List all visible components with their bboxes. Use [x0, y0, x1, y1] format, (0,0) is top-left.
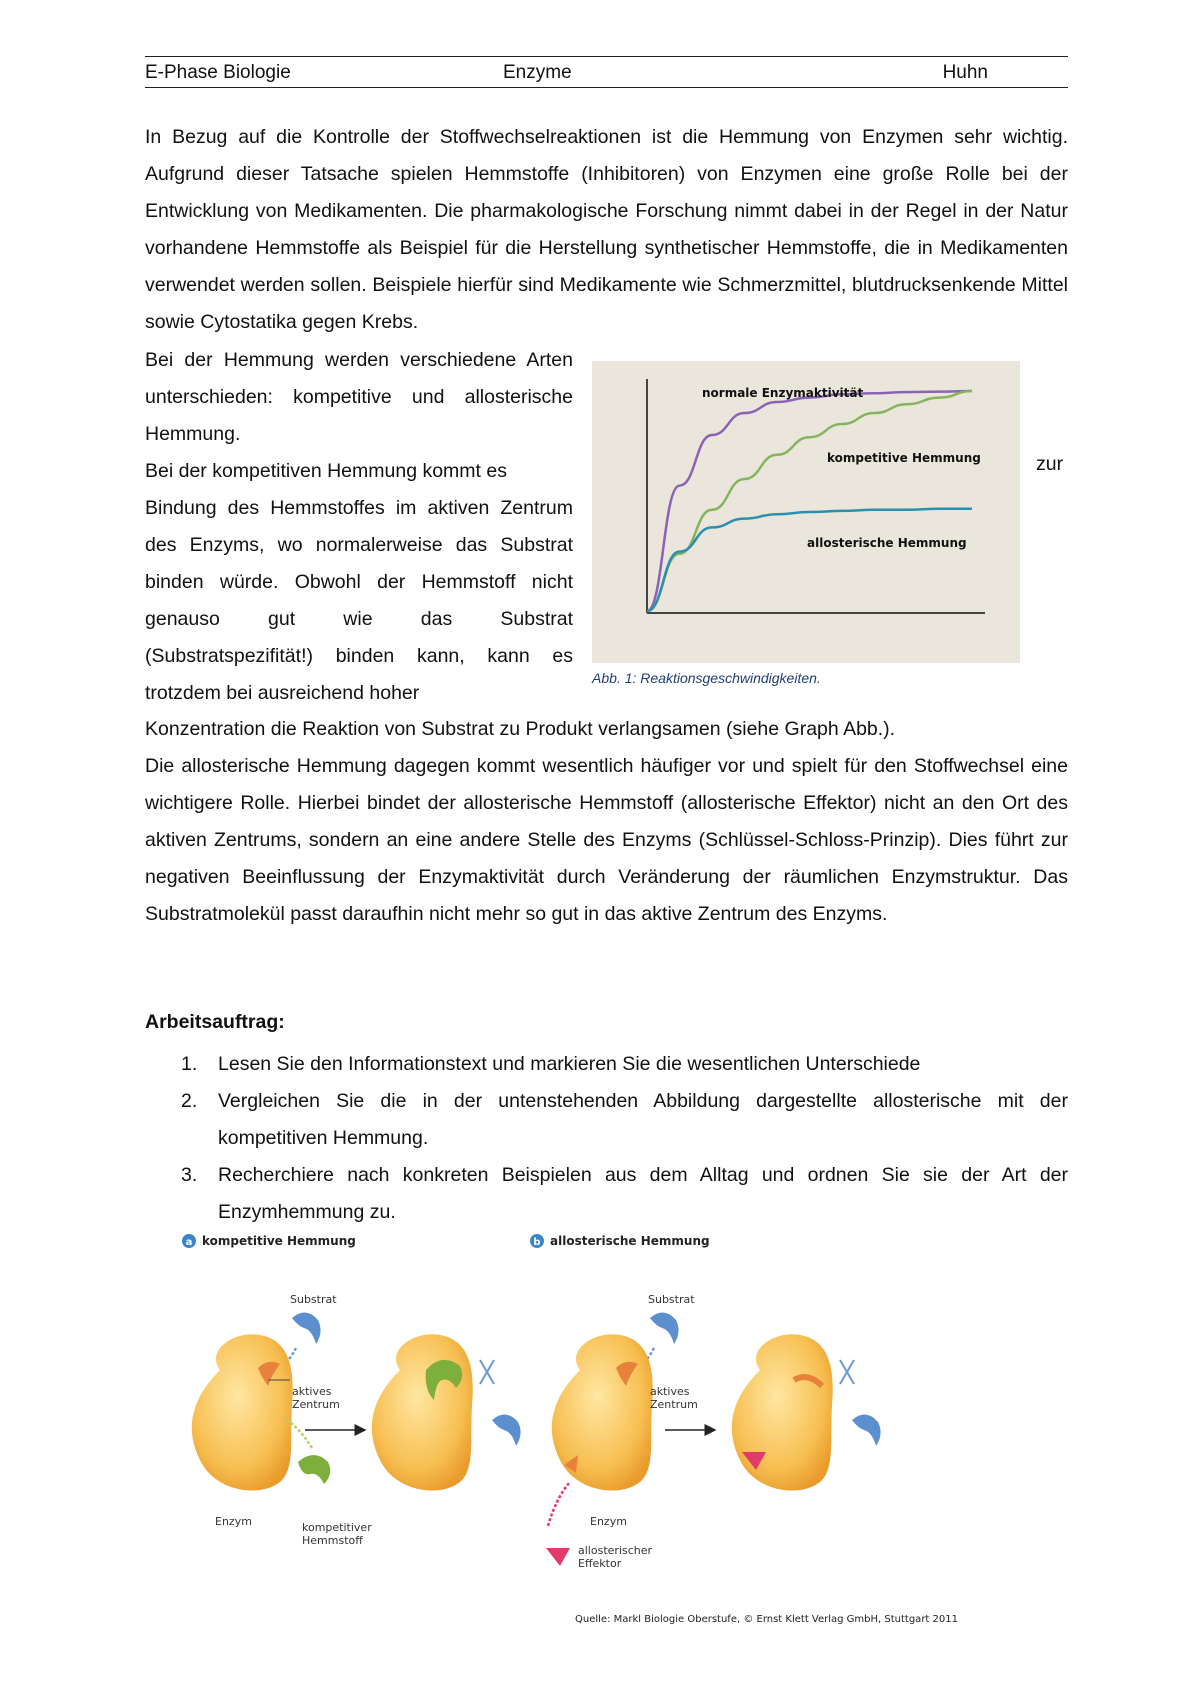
header-topic: Enzyme	[503, 62, 572, 83]
task-item	[145, 1157, 1068, 1231]
label-substrat-a: Substrat	[290, 1293, 337, 1306]
label-enzym-a: Enzym	[215, 1515, 252, 1528]
substrate-icon	[292, 1312, 321, 1344]
enzyme-icon	[192, 1334, 293, 1490]
figure-svg	[180, 1230, 1010, 1640]
task-text: Vergleichen Sie die in der untenstehenden Abbildung dargestellte allosterische mit der kompetitiven Hemmung.	[218, 1090, 1068, 1149]
continuation-paragraph: Konzentration die Reaktion von Substrat zu Produkt verlangsamen (siehe Graph Abb.).	[145, 718, 896, 740]
effector-arrow-icon	[548, 1482, 570, 1526]
inhibitor-icon	[298, 1455, 330, 1484]
label-effektor: Effektor	[578, 1557, 622, 1570]
wrapped-word: zur	[1036, 453, 1064, 475]
badge-b: b	[533, 1237, 541, 1248]
competitive-paragraph-body: Bindung des Hemmstoffes im aktiven Zentrum des Enzyms, wo normalerweise das Substrat binden würde. Obwohl der Hemmstoff nicht genauso gut wie das Substrat (Substratspezifität!) binden kann, kann es trotzdem bei ausreichend hoher	[145, 497, 573, 704]
task-number: 3.	[181, 1164, 198, 1186]
task-list	[145, 1046, 1068, 1231]
blocked-icon	[480, 1360, 494, 1384]
label-aktives-a: aktives	[292, 1385, 332, 1398]
header-author: Huhn	[942, 62, 988, 83]
label-kompetitiver: kompetitiver	[302, 1521, 372, 1534]
series-line-0	[647, 391, 972, 611]
task-number: 1.	[181, 1053, 198, 1075]
task-text: Lesen Sie den Informationstext und markieren Sie die wesentlichen Unterschiede	[218, 1053, 921, 1075]
figure-source: Quelle: Markl Biologie Oberstufe, © Ernst Klett Verlag GmbH, Stuttgart 2011	[575, 1614, 958, 1625]
task-text: Recherchiere nach konkreten Beispielen aus dem Alltag und ordnen Sie sie der Art der Enzymhemmung zu.	[218, 1164, 1068, 1223]
legend-allosteric: allosterische Hemmung	[807, 536, 967, 550]
enzyme-b-deformed-icon	[732, 1334, 833, 1490]
panel-a-title: kompetitive Hemmung	[202, 1234, 356, 1248]
blocked-b-icon	[840, 1360, 854, 1384]
reaction-rate-chart	[592, 361, 1020, 663]
task-item	[145, 1083, 1068, 1157]
task-title: Arbeitsauftrag:	[145, 1011, 285, 1033]
badge-a: a	[185, 1237, 193, 1248]
label-zentrum-a: Zentrum	[292, 1398, 340, 1411]
chart-svg	[592, 361, 1020, 663]
label-hemmstoff: Hemmstoff	[302, 1534, 363, 1547]
left-column-text	[145, 342, 573, 712]
panel-b-title: allosterische Hemmung	[550, 1234, 710, 1248]
enzyme-b-icon	[552, 1334, 653, 1490]
label-aktives-b: aktives	[650, 1385, 690, 1398]
substrate-b-rejected-icon	[852, 1414, 881, 1446]
series-line-1	[647, 391, 972, 611]
task-item	[145, 1046, 1068, 1083]
legend-normal: normale Enzymaktivität	[702, 386, 864, 400]
effector-icon	[546, 1548, 570, 1566]
label-allosterischer: allosterischer	[578, 1544, 653, 1557]
substrate-rejected-icon	[492, 1414, 521, 1446]
label-enzym-b: Enzym	[590, 1515, 627, 1528]
types-paragraph: Bei der Hemmung werden verschiedene Arten unterschieden: kompetitive und allosterische Hemmung.	[145, 349, 573, 445]
substrate-b-icon	[650, 1312, 679, 1344]
task-number: 2.	[181, 1090, 198, 1112]
page-header	[145, 56, 1068, 88]
label-zentrum-b: Zentrum	[650, 1398, 698, 1411]
legend-competitive: kompetitive Hemmung	[827, 451, 981, 465]
header-subject: E-Phase Biologie	[145, 62, 291, 83]
series-line-2	[647, 509, 972, 611]
allosteric-paragraph: Die allosterische Hemmung dagegen kommt wesentlich häufiger vor und spielt für den Stoffwechsel eine wichtigere Rolle. Hierbei bindet der allosterische Hemmstoff (allosterische Effektor) nicht an den Ort des aktiven Zentrums, sondern an eine andere Stelle des Enzyms (Schlüssel-Schloss-Prinzip). Dies führt zur negativen Beeinflussung der Enzymaktivität durch Veränderung der räumlichen Enzymstruktur. Das Substratmolekül passt daraufhin nicht mehr so gut in das aktive Zentrum des Enzyms.	[145, 755, 1068, 925]
label-substrat-b: Substrat	[648, 1293, 695, 1306]
inhibition-figure	[180, 1230, 1010, 1640]
enzyme-inhibited-icon	[372, 1334, 473, 1490]
competitive-paragraph-start: Bei der kompetitiven Hemmung kommt es	[145, 460, 507, 482]
figure-caption: Abb. 1: Reaktionsgeschwindigkeiten.	[592, 670, 821, 686]
intro-paragraph: In Bezug auf die Kontrolle der Stoffwechselreaktionen ist die Hemmung von Enzymen sehr wichtig. Aufgrund dieser Tatsache spielen Hemmstoffe (Inhibitoren) von Enzymen eine große Rolle bei der Entwicklung von Medikamenten. Die pharmakologische Forschung nimmt dabei in der Regel in der Natur vorhandene Hemmstoffe als Beispiel für die Herstellung synthetischer Hemmstoffe, die in Medikamenten verwendet werden sollen. Beispiele hierfür sind Medikamente wie Schmerzmittel, blutdrucksenkende Mittel sowie Cytostatika gegen Krebs.	[145, 126, 1068, 333]
